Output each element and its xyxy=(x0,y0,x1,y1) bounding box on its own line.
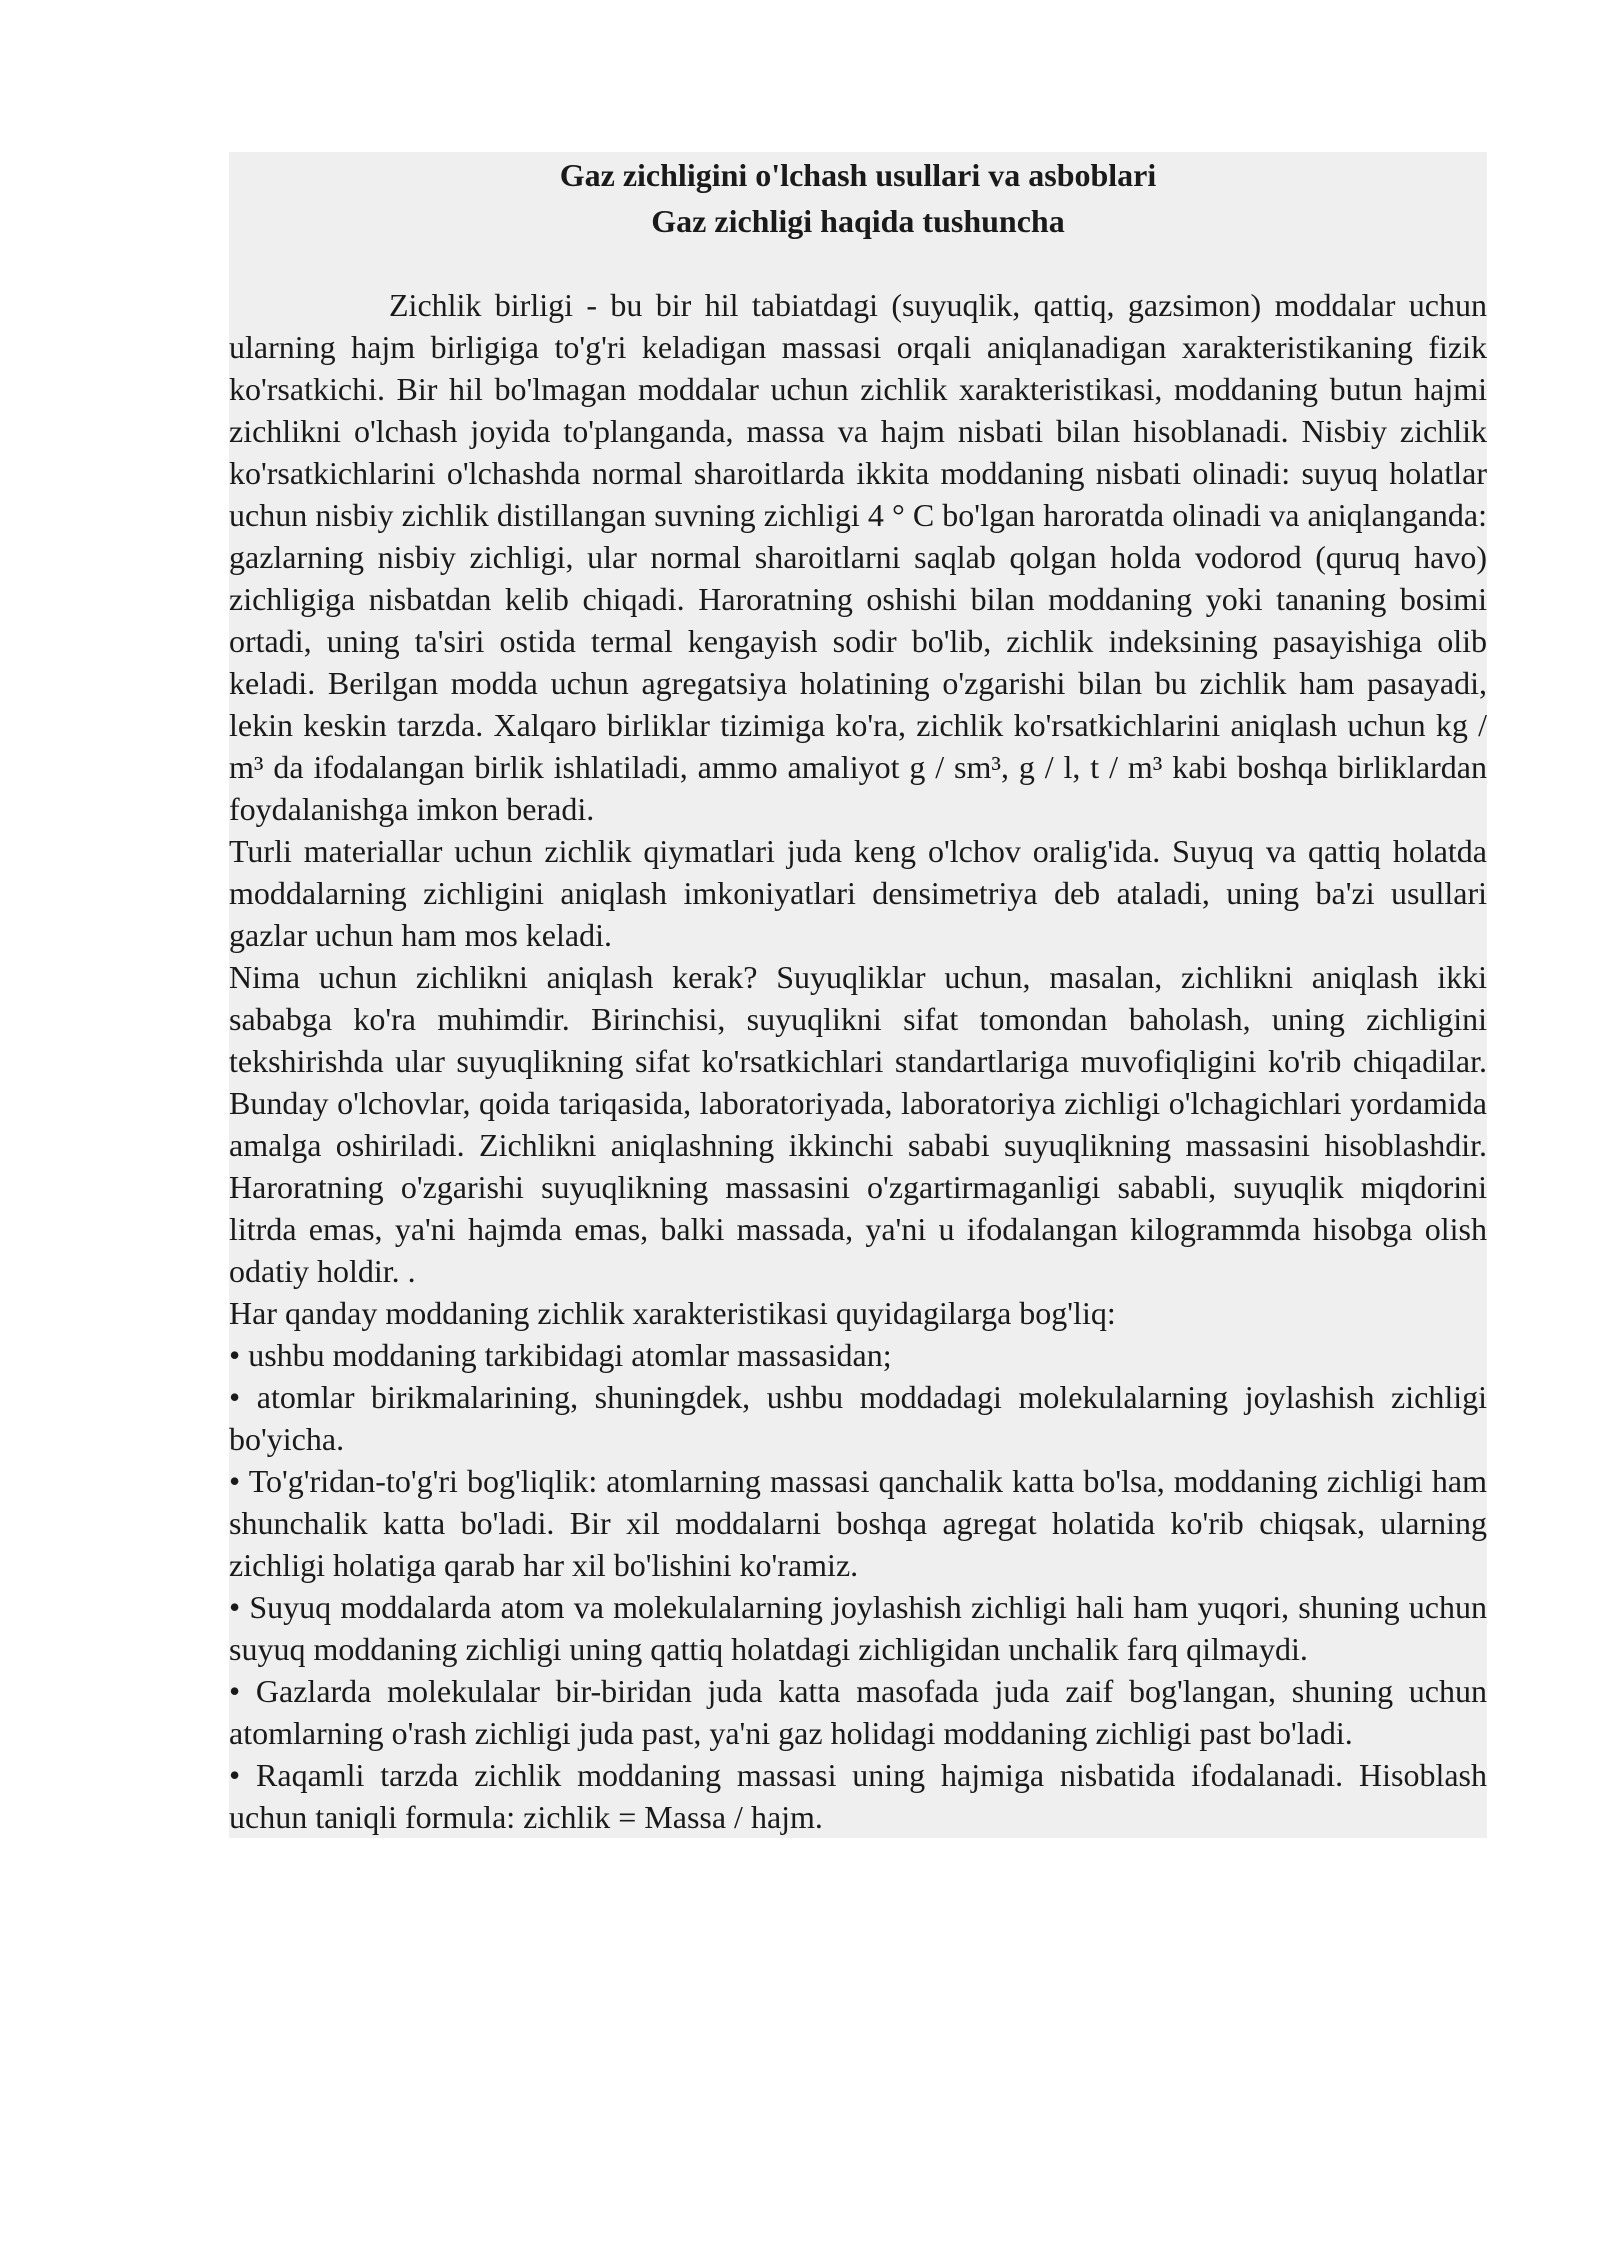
document-content xyxy=(229,152,1487,1838)
bullet-formula: • Raqamli tarzda zichlik moddaning massasi uning hajmiga nisbatida ifodalanadi. Hisoblash uchun taniqli formula: zichlik = Massa / hajm. xyxy=(229,1757,1487,1835)
paragraph-why-density: Nima uchun zichlikni aniqlash kerak? Suyuqliklar uchun, masalan, zichlikni aniqlash ikki sababga ko'ra muhimdir. Birinchisi, suyuqlikni sifat tomondan baholash, uning zichligini tekshirishda ular suyuqlikning sifat ko'rsatkichlari standartlariga muvofiqligini ko'rib chiqadilar. Bunday o'lchovlar, qoida tariqasida, laboratoriyada, laboratoriya zichligi o'lchagichlari yordamida amalga oshiriladi. Zichlikni aniqlashning ikkinchi sababi suyuqlikning massasini hisoblashdir. Haroratning o'zgarishi suyuqlikning massasini o'zgartirmaganligi sababli, suyuqlik miqdorini litrda emas, ya'ni hajmda emas, balki massada, ya'ni u ifodalangan kilogrammda hisobga olish odatiy holdir. . xyxy=(229,959,1487,1289)
bullet-direct-dependence: • To'g'ridan-to'g'ri bog'liqlik: atomlarning massasi qanchalik katta bo'lsa, moddaning zichligi ham shunchalik katta bo'ladi. Bir xil moddalarni boshqa agregat holatida ko'rib chiqsak, ularning zichligi holatiga qarab har xil bo'lishini ko'ramiz. xyxy=(229,1463,1487,1583)
bullet-liquids: • Suyuq moddalarda atom va molekulalarning joylashish zichligi hali ham yuqori, shuning uchun suyuq moddaning zichligi uning qattiq holatdagi zichligidan unchalik farq qilmaydi. xyxy=(229,1589,1487,1667)
document-subtitle: Gaz zichligi haqida tushuncha xyxy=(651,203,1065,239)
paragraph-dependencies: Har qanday moddaning zichlik xarakteristikasi quyidagilarga bog'liq: xyxy=(229,1295,1116,1331)
document-title: Gaz zichligini o'lchash usullari va asboblari xyxy=(559,157,1157,193)
bullet-atom-mass: • ushbu moddaning tarkibidagi atomlar massasidan; xyxy=(229,1337,892,1373)
bullet-arrangement: • atomlar birikmalarining, shuningdek, ushbu moddadagi molekulalarning joylashish zichligi bo'yicha. xyxy=(229,1379,1487,1457)
paragraph-intro: Zichlik birligi - bu bir hil tabiatdagi (suyuqlik, qattiq, gazsimon) moddalar uchun ularning hajm birligiga to'g'ri keladigan massasi orqali aniqlanadigan xarakteristikaning fizik ko'rsatkichi. Bir hil bo'lmagan moddalar uchun zichlik xarakteristikasi, moddaning butun hajmi zichlikni o'lchash joyida to'planganda, massa va hajm nisbati bilan hisoblanadi. Nisbiy zichlik ko'rsatkichlarini o'lchashda normal sharoitlarda ikkita moddaning nisbati olinadi: suyuq holatlar uchun nisbiy zichlik distillangan suvning zichligi 4 ° C bo'lgan haroratda olinadi va aniqlanganda: gazlarning nisbiy zichligi, ular normal sharoitlarni saqlab qolgan holda vodorod (quruq havo) zichligiga nisbatdan kelib chiqadi. Haroratning oshishi bilan moddaning yoki tananing bosimi ortadi, uning ta'siri ostida termal kengayish sodir bo'lib, zichlik indeksining pasayishiga olib keladi. Berilgan modda uchun agregatsiya holatining o'zgarishi bilan bu zichlik ham pasayadi, lekin keskin tarzda. Xalqaro birliklar tizimiga ko'ra, zichlik ko'rsatkichlarini aniqlash uchun kg / m³ da ifodalangan birlik ishlatiladi, ammo amaliyot g / sm³, g / l, t / m³ kabi boshqa birliklardan foydalanishga imkon beradi. xyxy=(229,287,1487,827)
paragraph-materials: Turli materiallar uchun zichlik qiymatlari juda keng o'lchov oralig'ida. Suyuq va qattiq holatda moddalarning zichligini aniqlash imkoniyatlari densimetriya deb ataladi, uning ba'zi usullari gazlar uchun ham mos keladi. xyxy=(229,833,1487,953)
title-spacer xyxy=(229,244,1487,284)
bullet-gases: • Gazlarda molekulalar bir-biridan juda katta masofada juda zaif bog'langan, shuning uchun atomlarning o'rash zichligi juda past, ya'ni gaz holidagi moddaning zichligi past bo'ladi. xyxy=(229,1673,1487,1751)
